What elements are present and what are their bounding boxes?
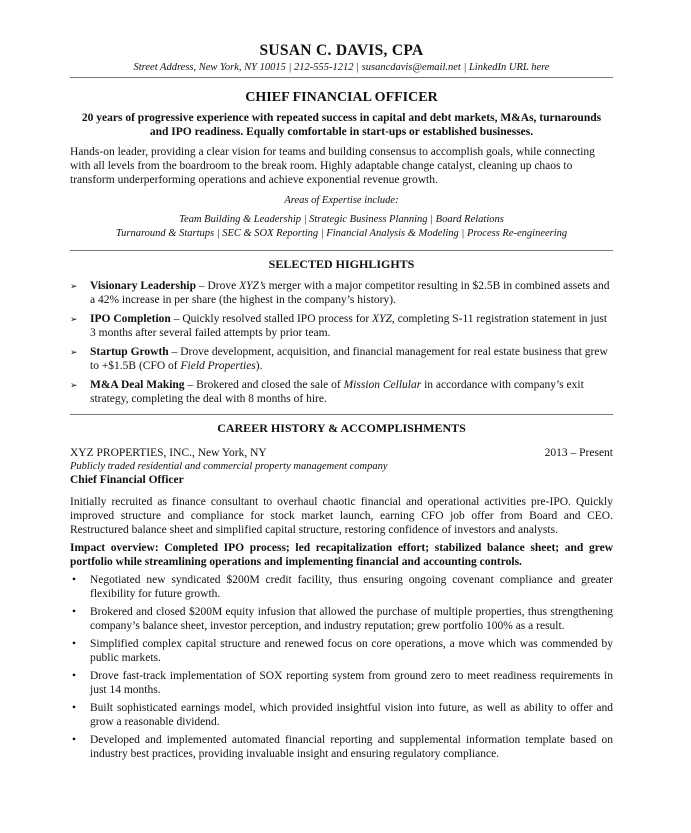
list-item [70,573,613,601]
highlight-text: – Quickly resolved stalled IPO process for [170,313,373,325]
job-company: XYZ PROPERTIES, INC., New York, NY [70,447,267,459]
list-item-text: Developed and implemented automated financial reporting and supplemental information template based on industry best practices, providing invaluable insight and ensuring regulatory compliance. [90,734,613,760]
job-summary: Initially recruited as finance consultant to overhaul chaotic financial and operational activities pre-IPO. Quickly improved structure and compliance for stock market launch, earning CFO job offer from Board and CEO. Restructured balance sheet and simplified capital structure, restoring confidence of investors and analysts. [70,496,613,536]
highlights-title: SELECTED HIGHLIGHTS [268,257,415,271]
highlight-emphasis: Mission Cellular [343,379,422,391]
header-divider [70,77,613,78]
highlight-item [70,345,613,373]
contact-line: Street Address, New York, NY 10015 | 212-555-1212 | susancdavis@email.net | LinkedIn URL here [133,62,550,73]
list-item-text: Negotiated new syndicated $200M credit facility, thus ensuring ongoing covenant compliance and greater flexibility for future growth. [90,574,613,600]
highlight-item [70,378,613,406]
bullet-icon: • [72,734,77,746]
summary-headline [70,111,613,139]
highlight-lead: Visionary Leadership [90,280,196,292]
list-item [70,701,613,729]
job-bullet-list [70,573,613,761]
list-item [70,637,613,665]
highlight-lead: Startup Growth [90,346,169,358]
resume-content [70,41,613,765]
highlights-list [70,279,613,406]
job-position: Chief Financial Officer [70,474,184,486]
highlight-emphasis: Field Properties [180,360,256,372]
arrow-bullet-icon: ➢ [70,347,78,357]
bullet-icon: • [72,574,77,586]
resume-title: CHIEF FINANCIAL OFFICER [245,90,438,105]
summary-headline-line-2: and IPO readiness. Equally comfortable in start-ups or established businesses. [149,126,534,138]
highlight-emphasis: XYZ’s [239,280,266,292]
highlight-text: ). [255,360,263,372]
candidate-name: SUSAN C. DAVIS, CPA [259,42,424,59]
job-company-description: Publicly traded residential and commercial property management company [70,461,388,472]
list-item [70,733,613,761]
list-item-text: Built sophisticated earnings model, which provided insightful vision into future, as well as ability to offer and grow a reasonable dividend. [90,702,613,728]
bullet-icon: • [72,638,77,650]
areas-line-2: Turnaround & Startups | SEC & SOX Reporting | Financial Analysis & Modeling | Process Re-engineering [115,228,568,239]
list-item [70,669,613,697]
career-divider [70,414,613,415]
career-title: CAREER HISTORY & ACCOMPLISHMENTS [217,421,466,435]
job-header [70,446,613,460]
arrow-bullet-icon: ➢ [70,281,78,291]
highlight-lead: IPO Completion [90,313,171,325]
list-item [70,605,613,633]
bullet-icon: • [72,606,77,618]
areas-line-1: Team Building & Leadership | Strategic Business Planning | Board Relations [179,214,504,225]
highlight-text: in accordance with company’s exit strategy, completing the deal with 8 months of hire. [90,379,584,405]
areas-heading: Areas of Expertise include: [284,195,399,206]
highlight-text: , completing S-11 registration statement in just 3 months after several failed attempts by prior team. [90,313,608,339]
highlight-text: merger with a major competitor resulting in $2.5B in combined assets and a 42% increase in per share (the highest in the company’s history). [90,280,610,306]
highlight-text: – Drove [195,280,240,292]
list-item-text: Brokered and closed $200M equity infusion that allowed the purchase of multiple properties, thus strengthening company’s balance sheet, investor perception, and industry reputation; grew portfolio 100% as a result. [90,606,613,632]
summary-intro: Hands-on leader, providing a clear vision for teams and building consensus to accomplish goals, while connecting with all levels from the boardroom to the break room. Highly adaptable change catalyst, cleaning up chaos to transform underperforming operations and achieve exponential revenue growth. [70,146,595,186]
list-item-text: Simplified complex capital structure and renewed focus on core operations, a move which was commended by public markets. [90,638,613,664]
bullet-icon: • [72,670,77,682]
list-item-text: Drove fast-track implementation of SOX reporting system from ground zero to meet readiness requirements in just 14 months. [90,670,613,696]
highlight-lead: M&A Deal Making [90,379,185,391]
highlight-emphasis: XYZ [372,313,392,325]
highlight-item [70,312,613,340]
highlight-text: – Drove development, acquisition, and financial management for real estate business that grew to +$1.5B (CFO of [90,346,608,372]
highlights-divider [70,250,613,251]
arrow-bullet-icon: ➢ [70,314,78,324]
highlight-item [70,279,613,307]
bullet-icon: • [72,702,77,714]
job-dates: 2013 – Present [544,447,613,459]
arrow-bullet-icon: ➢ [70,380,78,390]
highlight-text: – Brokered and closed the sale of [184,379,344,391]
job-impact-overview: Impact overview: Completed IPO process; led recapitalization effort; stabilized balance sheet; and grew portfolio while streamlining operations and implementing financial and accounting controls. [70,542,613,568]
summary-headline-line-1: 20 years of progressive experience with repeated success in capital and debt markets, M&As, turnarounds [81,112,602,124]
